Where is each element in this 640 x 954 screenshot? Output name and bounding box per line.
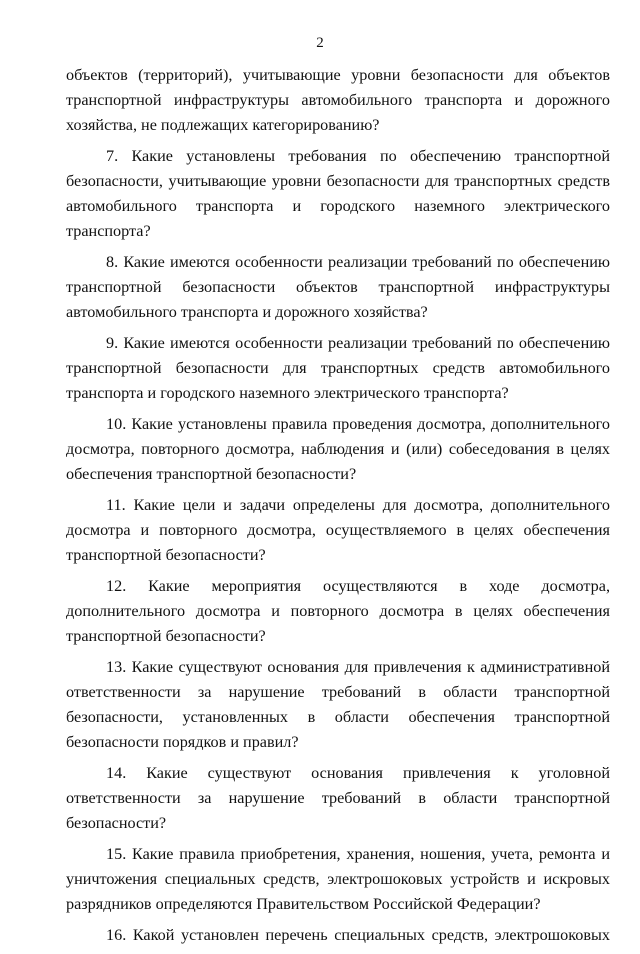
question-12: 12. Какие мероприятия осуществляются в ходе досмотра, дополнительного досмотра и повторного досмотра в целях обеспечения транспортной безопасности? bbox=[66, 577, 610, 645]
question-15: 15. Какие правила приобретения, хранения, ношения, учета, ремонта и уничтожения специальных средств, электрошоковых устройств и искровых разрядников определяются Правительством Российской Федерации? bbox=[66, 845, 610, 913]
question-13: 13. Какие существуют основания для привлечения к административной ответственности за нарушение требований в области транспортной безопасности, установленных в области обеспечения транспортной безопасности порядков и правил? bbox=[66, 658, 610, 751]
page-number: 2 bbox=[316, 35, 324, 51]
document-body bbox=[66, 63, 610, 954]
question-10: 10. Какие установлены правила проведения досмотра, дополнительного досмотра, повторного досмотра, наблюдения и (или) собеседования в целях обеспечения транспортной безопасности? bbox=[66, 415, 610, 483]
question-14: 14. Какие существуют основания привлечения к уголовной ответственности за нарушение требований в области транспортной безопасности? bbox=[66, 764, 610, 832]
question-7: 7. Какие установлены требования по обеспечению транспортной безопасности, учитывающие уровни безопасности для транспортных средств автомобильного транспорта и городского наземного электрического транспорта? bbox=[66, 147, 610, 240]
question-9: 9. Какие имеются особенности реализации требований по обеспечению транспортной безопасности для транспортных средств автомобильного транспорта и городского наземного электрического транспорта? bbox=[66, 334, 610, 402]
paragraph-continued: объектов (территорий), учитывающие уровни безопасности для объектов транспортной инфраструктуры автомобильного транспорта и дорожного хозяйства, не подлежащих категорированию? bbox=[66, 66, 610, 134]
question-16: 16. Какой установлен перечень специальных средств, электрошоковых bbox=[106, 926, 610, 944]
question-8: 8. Какие имеются особенности реализации требований по обеспечению транспортной безопасности объектов транспортной инфраструктуры автомобильного транспорта и дорожного хозяйства? bbox=[66, 253, 610, 321]
question-11: 11. Какие цели и задачи определены для досмотра, дополнительного досмотра и повторного досмотра, осуществляемого в целях обеспечения транспортной безопасности? bbox=[66, 496, 610, 564]
